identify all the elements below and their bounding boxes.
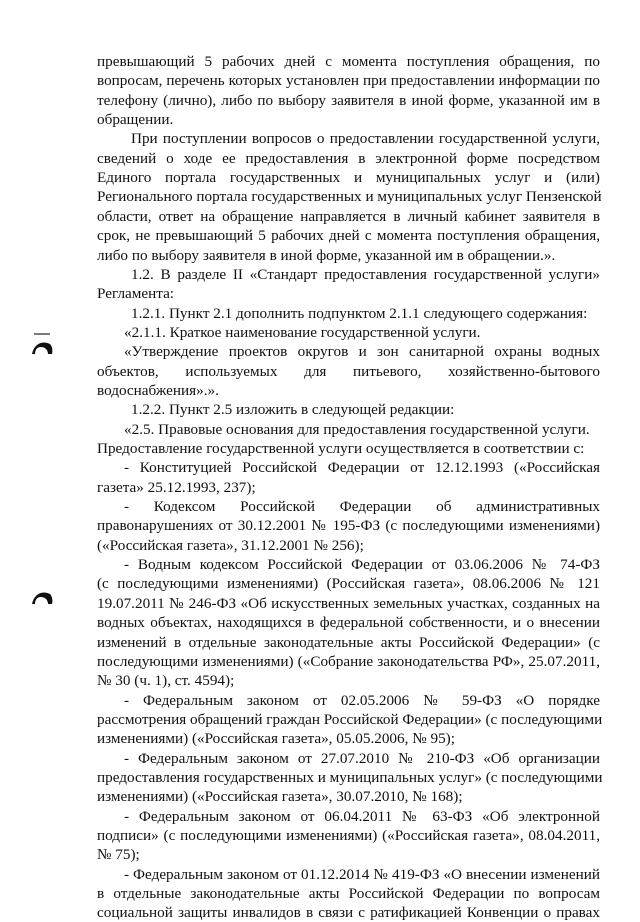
text-line: - Федеральным законом от 06.04.2011 № 63-ФЗ «Об электронной — [124, 807, 600, 825]
text-line: изменениями) («Российская газета», 05.05.2006, № 95); — [97, 730, 455, 748]
text-line: 1.2.1. Пункт 2.1 дополнить подпунктом 2.1.1 следующего содержания: — [131, 304, 588, 322]
text-line: Предоставление государственной услуги осуществляется в соответствии с: — [97, 440, 585, 457]
text-line: изменений в отдельные законодательные акты Российской Федерации» (с — [97, 633, 600, 651]
text-line: - Водным кодексом Российской Федерации от 03.06.2006 № 74-ФЗ — [124, 556, 600, 574]
text-line: Единого портала государственных и муниципальных услуг и (или) — [97, 169, 600, 187]
text-line: - Федеральным законом от 02.05.2006 № 59-ФЗ «О порядке — [124, 691, 600, 709]
text-line: социальной защиты инвалидов в связи с ратификацией Конвенции о правах — [97, 904, 600, 922]
text-line: рассмотрения обращений граждан Российской Федерации» (с последующими — [97, 710, 603, 728]
text-line: - Кодексом Российской Федерации об административных — [124, 498, 600, 516]
text-line: 19.07.2011 № 246-ФЗ «Об искусственных земельных участках, созданных на — [97, 594, 600, 612]
text-line: в отдельные законодательные акты Российской Федерации по вопросам — [97, 885, 600, 903]
text-line: изменениями) («Российская газета», 30.07.2010, № 168); — [97, 788, 463, 806]
text-line: сведений о ходе ее предоставления в электронной форме посредством — [97, 149, 600, 167]
text-line: либо по выбору заявителя в иной форме, указанной им в обращении.». — [97, 246, 556, 264]
text-line: № 30 (ч. 1), ст. 4594); — [97, 672, 235, 690]
text-line: «2.1.1. Краткое наименование государственной услуги. — [124, 323, 481, 341]
text-line: срок, не превышающий 5 рабочих дней с момента поступления обращения, — [97, 227, 600, 245]
text-line: Регионального портала государственных и муниципальных услуг Пензенской — [97, 188, 602, 206]
text-line: - Федеральным законом от 01.12.2014 № 419-ФЗ «О внесении изменений — [124, 865, 600, 883]
text-line: - Конституцией Российской Федерации от 12.12.1993 («Российская — [124, 459, 600, 477]
text-line: При поступлении вопросов о предоставлении государственной услуги, — [131, 130, 600, 148]
text-line: газета» 25.12.1993, 237); — [97, 478, 256, 496]
text-line: телефону (лично), либо по выбору заявителя в иной форме, указанной им в — [97, 91, 600, 109]
text-line: превышающий 5 рабочих дней с момента поступления обращения, по — [97, 53, 600, 70]
text-line: («Российская газета», 31.12.2001 № 256); — [97, 536, 364, 554]
text-line: предоставления государственных и муниципальных услуг» (с последующими — [97, 768, 603, 786]
text-line: правонарушениях от 30.12.2001 № 195-ФЗ (с последующими изменениями) — [97, 517, 600, 535]
text-line: объектов, используемых для питьевого, хозяйственно-бытового — [97, 362, 600, 380]
text-line: обращении. — [97, 111, 174, 129]
text-line: 1.2. В разделе II «Стандарт предоставления государственной услуги» — [131, 265, 600, 283]
text-line: «Утверждение проектов округов и зон санитарной охраны водных — [124, 343, 600, 361]
text-line: водных объектах, находящихся в федеральной собственности, и о внесении — [97, 614, 600, 632]
text-line: последующими изменениями) («Собрание законодательства РФ», 25.07.2011, — [97, 652, 600, 670]
binding-hole-mark-top — [28, 330, 56, 360]
text-line: «2.5. Правовые основания для предоставления государственной услуги. — [124, 420, 590, 438]
text-line: 1.2.2. Пункт 2.5 изложить в следующей редакции: — [131, 401, 455, 419]
binding-hole-mark-bottom — [28, 580, 56, 610]
text-line: Регламента: — [97, 285, 175, 303]
text-line: подписи» (с последующими изменениями) («Российская газета», 08.04.2011, — [97, 827, 600, 844]
text-line: области, ответ на обращение направляется в личный кабинет заявителя в — [97, 207, 600, 225]
text-line: - Федеральным законом от 27.07.2010 № 210-ФЗ «Об организации — [124, 749, 600, 767]
text-line: вопросам, перечень которых установлен при предоставлении информации по — [97, 72, 600, 90]
text-line: водоснабжения».». — [97, 381, 219, 399]
text-line: (с последующими изменениями) (Российская газета», 08.06.2006 № 121 — [97, 575, 600, 593]
text-line: № 75); — [97, 846, 140, 864]
